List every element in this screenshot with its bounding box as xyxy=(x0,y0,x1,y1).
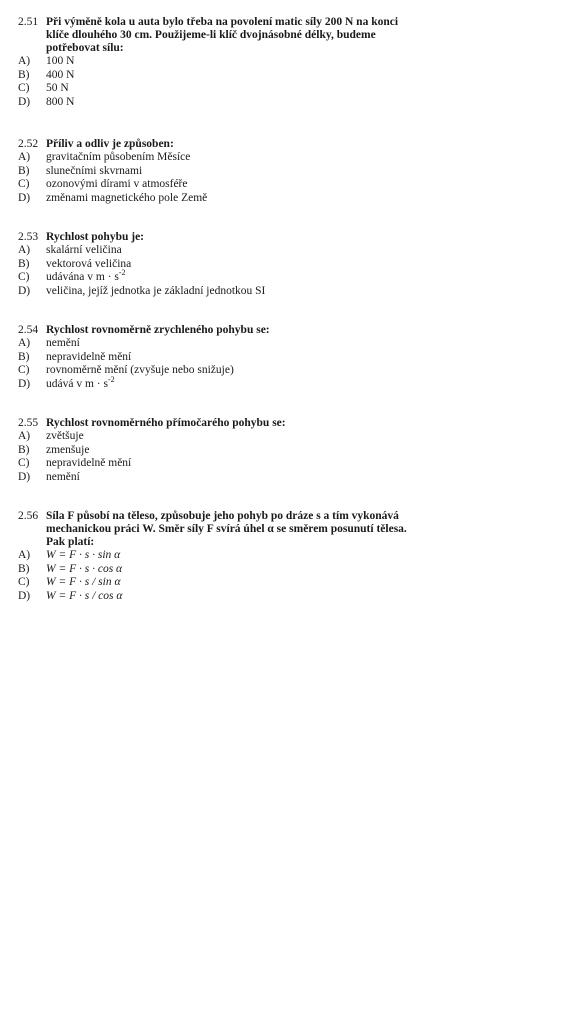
question-text: Rychlost rovnoměrného přímočarého pohybu se: xyxy=(46,417,286,429)
question-2-54 xyxy=(18,324,418,391)
option-c: C) 50 N xyxy=(18,82,69,95)
question-2-55 xyxy=(18,417,418,484)
option-c: C) ozonovými dírami v atmosféře xyxy=(18,178,188,191)
option-c: C) udávána v $m \cdot s^{-2}$ xyxy=(18,268,126,284)
question-number: 2.54 xyxy=(18,324,39,336)
question-number: 2.55 xyxy=(18,417,39,429)
question-number: 2.53 xyxy=(18,231,39,243)
option-b: B) 400 N xyxy=(18,68,75,81)
question-2-52 xyxy=(18,138,418,205)
option-a: A) zvětšuje xyxy=(18,430,84,442)
option-a: A) W = F · s · sin α xyxy=(18,549,121,561)
option-d: D) veličina, jejíž jednotka je základní jednotkou SI xyxy=(18,284,266,297)
question-number: 2.52 xyxy=(18,138,39,150)
question-number: 2.56 xyxy=(18,510,39,522)
option-a: A) skalární veličina xyxy=(18,244,122,256)
option-d: D) W = F · s / cos α xyxy=(18,589,123,602)
option-d: D) změnami magnetického pole Země xyxy=(18,191,208,204)
option-b: B) vektorová veličina xyxy=(18,257,132,270)
question-2-53 xyxy=(18,231,418,298)
option-c: C) nepravidelně mění xyxy=(18,457,132,470)
option-d: D) 800 N xyxy=(18,95,75,108)
option-c: C) rovnoměrně mění (zvyšuje nebo snižuje) xyxy=(18,364,234,377)
option-b: B) slunečními skvrnami xyxy=(18,164,143,177)
option-b: B) W = F · s · cos α xyxy=(18,562,123,575)
option-b: B) zmenšuje xyxy=(18,443,90,456)
option-a: A) nemění xyxy=(18,337,80,349)
option-d: D) udává v $m \cdot s^{-2}$ xyxy=(18,374,115,390)
option-b: B) nepravidelně mění xyxy=(18,350,132,363)
option-c: C) W = F · s / sin α xyxy=(18,576,121,589)
option-d: D) nemění xyxy=(18,470,80,483)
question-text: Při výměně kola u auta bylo třeba na povolení matic síly 200 N na konci klíče dlouhého 30 cm. Použijeme-li klíč dvojnásobné délky, budeme potřebovat sílu: xyxy=(46,16,399,54)
question-text: Příliv a odliv je způsoben: xyxy=(46,138,174,150)
question-2-56 xyxy=(18,510,418,603)
option-a: A) 100 N xyxy=(18,55,75,67)
option-a: A) gravitačním působením Měsíce xyxy=(18,151,191,163)
question-text: Síla F působí na těleso, způsobuje jeho pohyb po dráze s a tím vykonává mechanickou práci W. Směr síly F svírá úhel α se směrem posunutí tělesa. Pak platí: xyxy=(46,510,407,548)
question-2-51 xyxy=(18,16,418,109)
question-text: Rychlost rovnoměrně zrychleného pohybu se: xyxy=(46,324,270,336)
question-number: 2.51 xyxy=(18,16,39,28)
question-text: Rychlost pohybu je: xyxy=(46,231,144,243)
